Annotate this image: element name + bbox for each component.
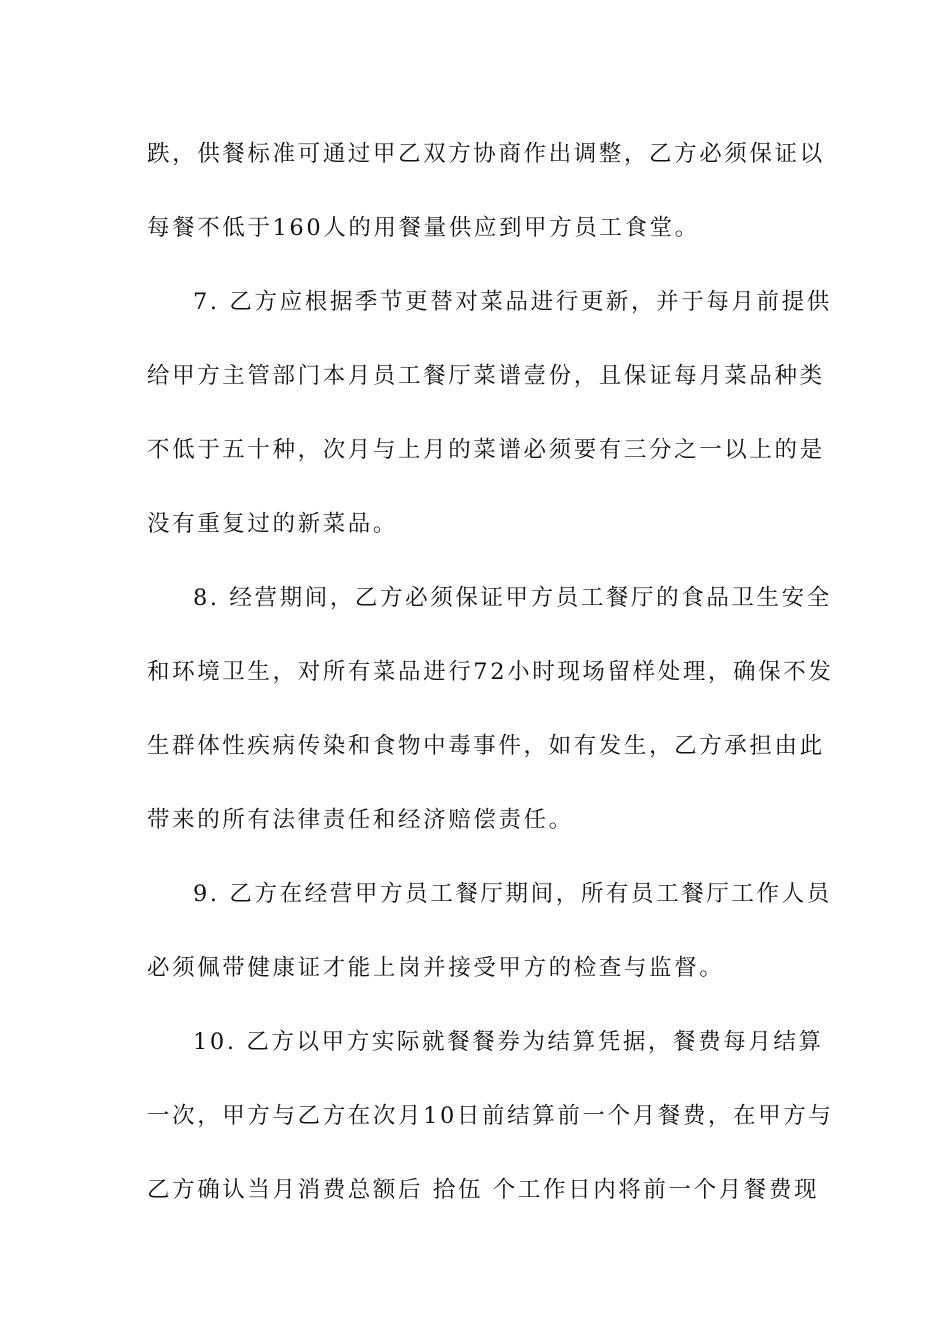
- text-line: 带来的所有法律责任和经济赔偿责任。: [147, 807, 574, 833]
- text-line: 一次，甲方与乙方在次月10日前结算前一个月餐费，在甲方与: [147, 1103, 834, 1129]
- text-line: 给甲方主管部门本月员工餐厅菜谱壹份，且保证每月菜品种类: [147, 363, 825, 389]
- text-line: 乙方确认当月消费总额后 拾伍 个工作日内将前一个月餐费现: [147, 1177, 820, 1203]
- text-line: 不低于五十种，次月与上月的菜谱必须要有三分之一以上的是: [147, 437, 825, 463]
- text-line: 必须佩带健康证才能上岗并接受甲方的检查与监督。: [147, 955, 725, 981]
- text-line: 生群体性疾病传染和食物中毒事件，如有发生，乙方承担由此: [147, 733, 825, 759]
- paragraph-10-start: 10. 乙方以甲方实际就餐餐券为结算凭据，餐费每月结算: [193, 1029, 824, 1055]
- text-line: 每餐不低于160人的用餐量供应到甲方员工食堂。: [147, 215, 700, 241]
- paragraph-7-start: 7. 乙方应根据季节更替对菜品进行更新，并于每月前提供: [193, 289, 832, 315]
- text-line: 和环境卫生，对所有菜品进行72小时现场留样处理，确保不发: [147, 659, 834, 685]
- text-line: 没有重复过的新菜品。: [147, 511, 399, 537]
- text-line: 跌，供餐标准可通过甲乙双方协商作出调整，乙方必须保证以: [147, 141, 825, 167]
- paragraph-8-start: 8. 经营期间，乙方必须保证甲方员工餐厅的食品卫生安全: [193, 585, 832, 611]
- paragraph-9-start: 9. 乙方在经营甲方员工餐厅期间，所有员工餐厅工作人员: [193, 881, 832, 907]
